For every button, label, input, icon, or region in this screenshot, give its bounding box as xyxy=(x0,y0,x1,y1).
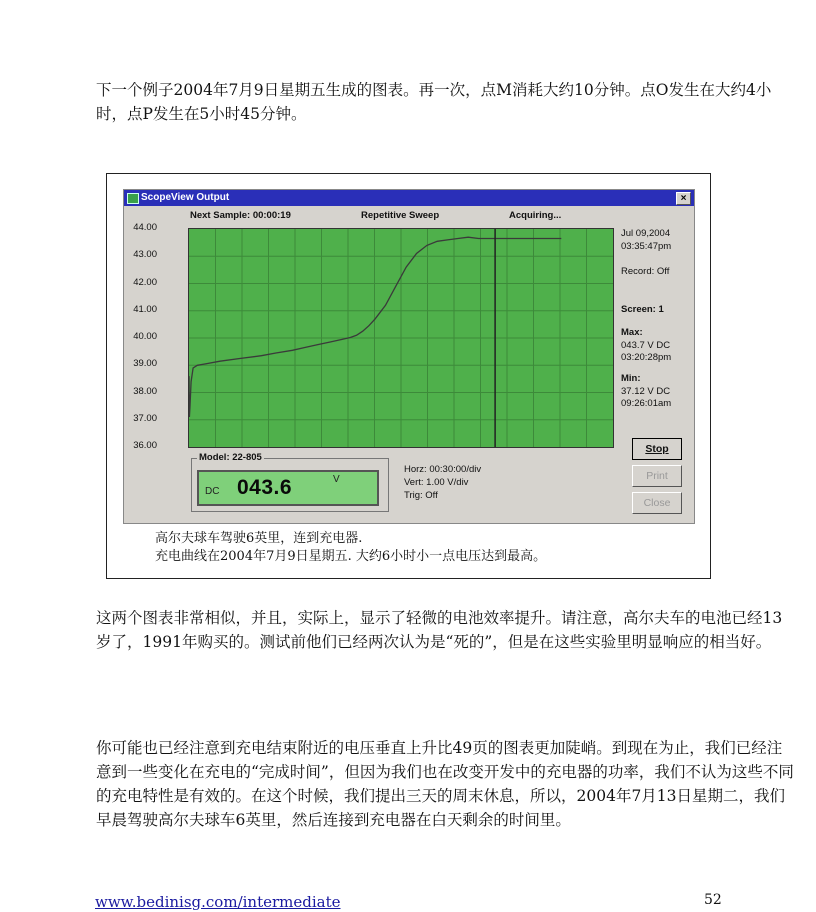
website-link[interactable]: www.bedinisg.com/intermediate xyxy=(95,893,341,911)
voltage-trace xyxy=(189,237,561,417)
time-label: 03:35:47pm xyxy=(621,241,672,252)
trig-setting: Trig: Off xyxy=(404,490,438,501)
stop-button[interactable]: Stop xyxy=(632,438,682,460)
y-tick-label: 41.00 xyxy=(133,303,157,315)
y-tick-label: 37.00 xyxy=(133,412,157,424)
meter-display xyxy=(197,470,379,506)
min-value: 37.12 V DC xyxy=(621,386,671,397)
y-tick-label: 36.00 xyxy=(133,440,157,451)
figure-caption xyxy=(155,530,546,566)
page-number: 52 xyxy=(704,892,722,908)
close-icon[interactable]: × xyxy=(676,192,691,205)
scope-plot xyxy=(188,228,614,448)
meter-unit: V xyxy=(333,474,340,485)
close-button[interactable]: Close xyxy=(632,492,682,514)
paragraph-2: 这两个图表非常相似，并且，实际上，显示了轻微的电池效率提升。请注意，高尔夫车的电池已经13岁了，1991年购买的。测试前他们已经两次认为是“死的”，但是在这些实验里明显响应的相当好。 xyxy=(96,609,783,651)
sweep-mode-label: Repetitive Sweep xyxy=(361,210,440,221)
y-tick-label: 38.00 xyxy=(133,385,157,397)
max-time: 03:20:28pm xyxy=(621,352,672,363)
y-tick-label: 42.00 xyxy=(133,276,157,288)
meter-mode: DC xyxy=(205,486,220,497)
voltage-chart xyxy=(189,229,613,447)
y-tick-label: 43.00 xyxy=(133,249,157,261)
horz-setting: Horz: 00:30:00/div xyxy=(404,464,482,475)
acquiring-status: Acquiring... xyxy=(509,210,562,221)
caption-line-2: 充电曲线在2004年7月9日星期五. 大约6小时小一点电压达到最高。 xyxy=(155,549,547,564)
model-label: Model: 22-805 xyxy=(199,452,262,463)
meter-value: 043.6 xyxy=(237,476,293,499)
max-value: 043.7 V DC xyxy=(621,340,671,351)
y-tick-label: 40.00 xyxy=(133,331,157,342)
window-titlebar xyxy=(124,190,694,206)
paragraph-1: 下一个例子2004年7月9日星期五生成的图表。再一次，点M消耗大约10分钟。点O发生在大约4小时，点P发生在5小时45分钟。 xyxy=(96,81,772,123)
record-status: Record: Off xyxy=(621,266,670,277)
max-label: Max: xyxy=(621,327,643,338)
caption-line-1: 高尔夫球车驾驶6英里，连到充电器. xyxy=(155,531,363,546)
screen-label: Screen: 1 xyxy=(621,304,664,315)
scopeview-window xyxy=(123,189,695,524)
window-title: ScopeView Output xyxy=(141,192,230,203)
y-tick-label: 39.00 xyxy=(133,358,157,370)
paragraph-3: 你可能也已经注意到充电结束附近的电压垂直上升比49页的图表更加陡峭。到现在为止，我们已经注意到一些变化在充电的“完成时间”，但因为我们也在改变开发中的充电器的功率，我们不认为这些不同的充电特性是有效的。在这个时候，我们提出三天的周末休息，所以，2004年7月13日星期二，我们早晨驾驶高尔夫球车6英里，然后连接到充电器在白天剩余的时间里。 xyxy=(96,739,794,829)
min-label: Min: xyxy=(621,373,641,384)
y-tick-label: 44.00 xyxy=(133,222,157,233)
scope-figure xyxy=(106,173,711,579)
print-button[interactable]: Print xyxy=(632,465,682,487)
date-label: Jul 09,2004 xyxy=(621,228,671,239)
app-icon xyxy=(127,193,139,204)
vert-setting: Vert: 1.00 V/div xyxy=(404,477,469,488)
min-time: 09:26:01am xyxy=(621,398,672,409)
next-sample-label: Next Sample: 00:00:19 xyxy=(190,210,291,221)
